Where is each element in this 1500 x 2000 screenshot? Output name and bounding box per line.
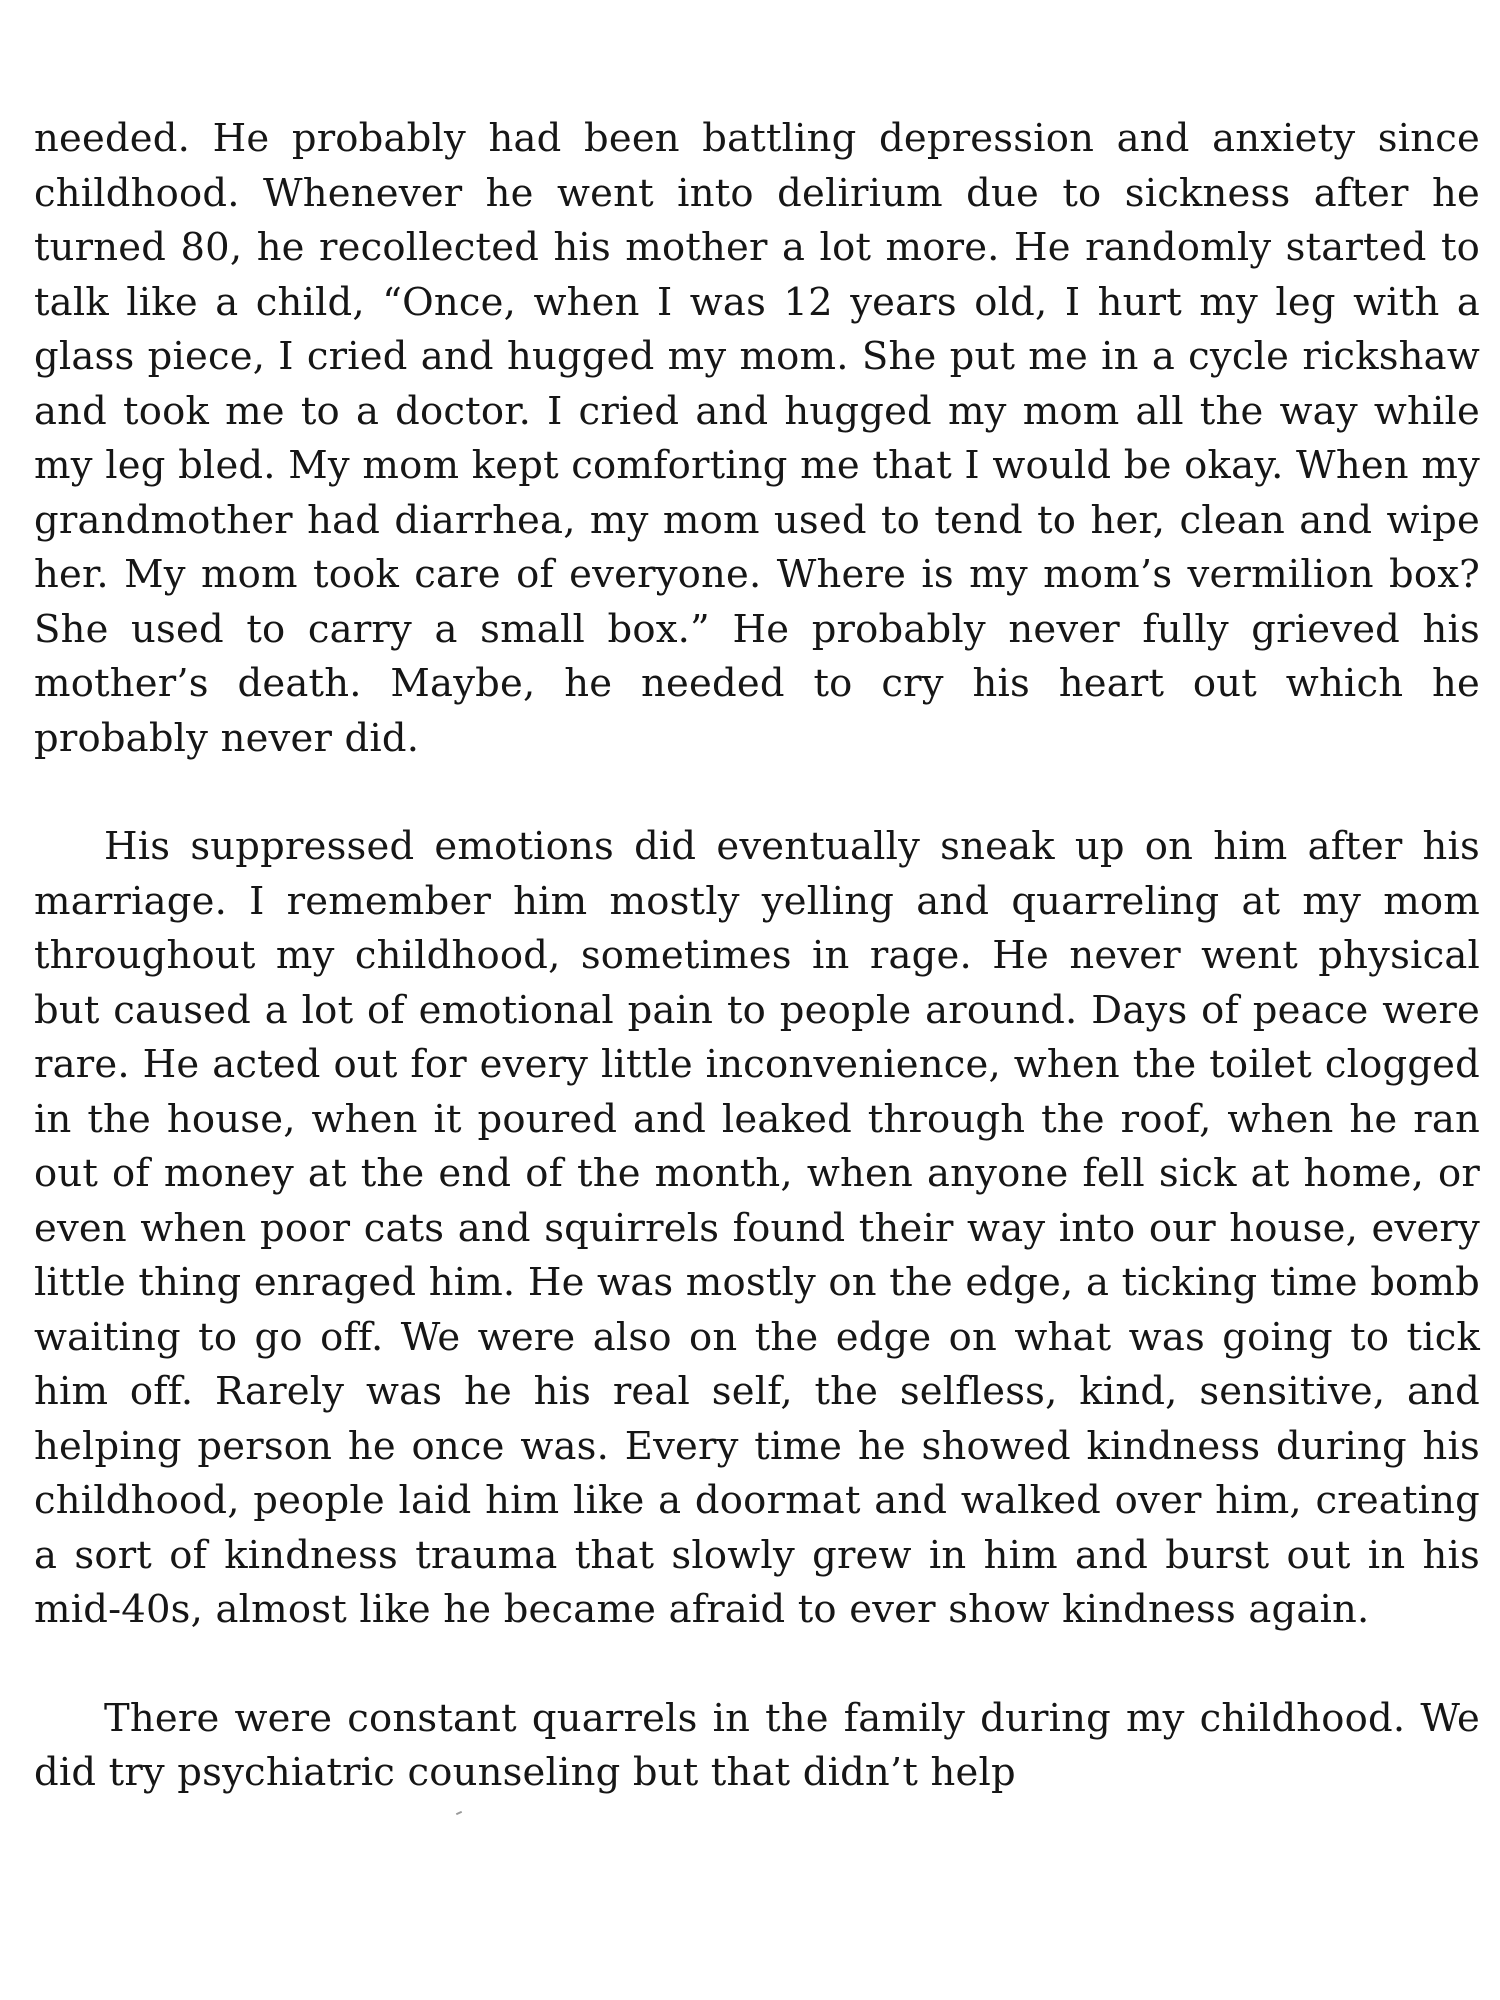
paragraph-2: His suppressed emotions did eventually sneak up on him after his marriage. I remember him mostly yelling and quarreling at my mom throughout my childhood, sometimes in rage. He never went physical but caused a lot of emotional pain to people around. Days of peace were rare. He acted out for every little inconvenience, when the toilet clogged in the house, when it poured and leaked through the roof, when he ran out of money at the end of the month, when anyone fell sick at home, or even when poor cats and squirrels found their way into our house, every little thing enraged him. He was mostly on the edge, a ticking time bomb waiting to go off. We were also on the edge on what was going to tick him off. Rarely was he his real self, the selfless, kind, sensitive, and helping person he once was. Every time he showed kindness during his childhood, people laid him like a doormat and walked over him, creating a sort of kindness trauma that slowly grew in him and burst out in his mid-40s, almost like he became afraid to ever show kindness again. <box>34 824 1480 1632</box>
paragraph-1: needed. He probably had been battling depression and anxiety since childhood. Whenever he went into delirium due to sickness after he turned 80, he recollected his mother a lot more. He randomly started to talk like a child, “Once, when I was 12 years old, I hurt my leg with a glass piece, I cried and hugged my mom. She put me in a cycle rickshaw and took me to a doctor. I cried and hugged my mom all the way while my leg bled. My mom kept comforting me that I would be okay. When my grandmother had diarrhea, my mom used to tend to her, clean and wipe her. My mom took care of everyone. Where is my mom’s vermilion box? She used to carry a small box.” He probably never fully grieved his mother’s death. Maybe, he needed to cry his heart out which he probably never did. <box>34 116 1480 761</box>
scan-speck <box>456 1811 462 1815</box>
paragraph-3: There were constant quarrels in the family during my childhood. We did try psychiatric counseling but that didn’t help <box>34 1695 1480 1795</box>
page-body-text <box>34 112 1480 1801</box>
